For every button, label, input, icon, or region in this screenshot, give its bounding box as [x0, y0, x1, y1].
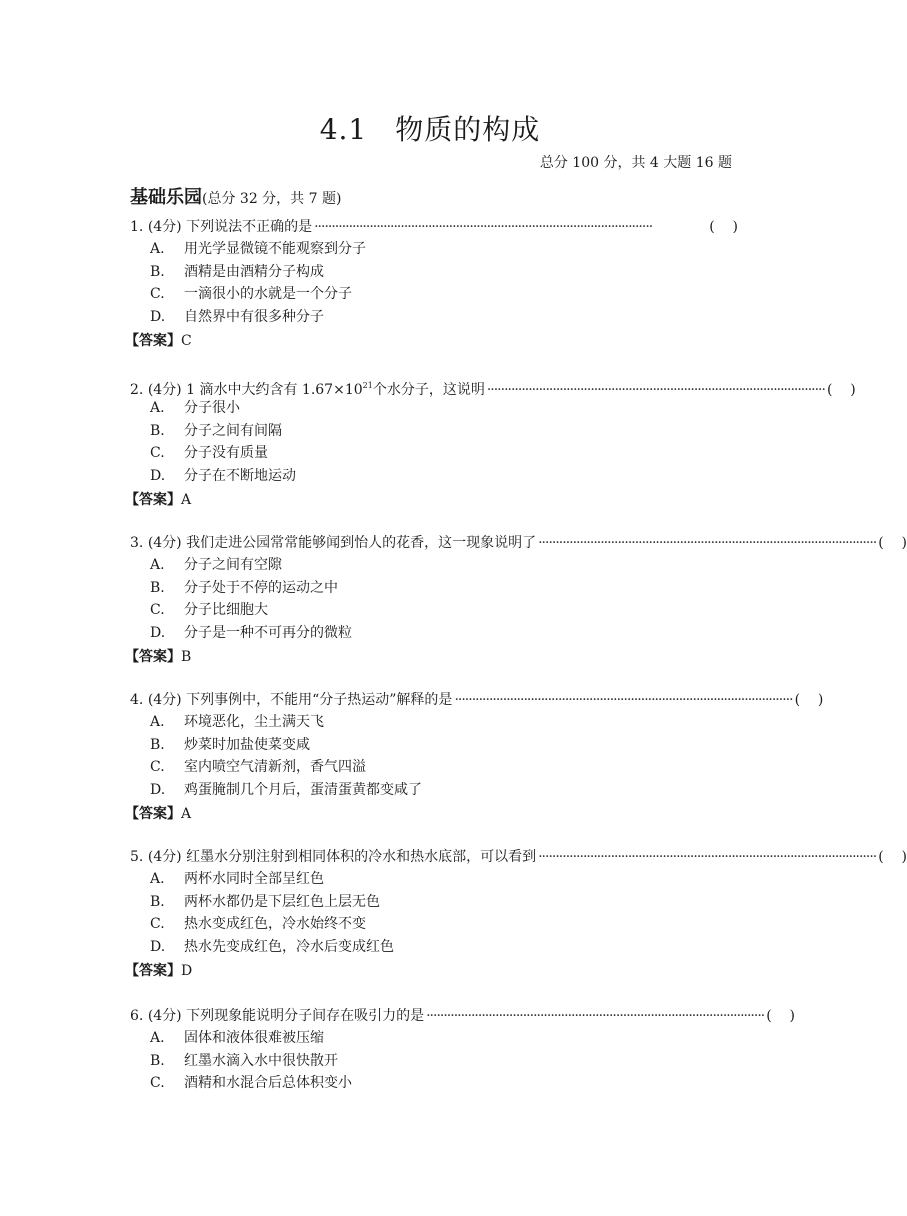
- option-c: C. 热水变成红色，冷水始终不变: [150, 916, 366, 932]
- option-b: B. 酒精是由酒精分子构成: [150, 263, 324, 280]
- option-c: C. 室内喷空气清新剂，香气四溢: [150, 759, 366, 775]
- option-a: A. 用光学显微镜不能观察到分子: [150, 241, 366, 257]
- answer-line: 【答案】A: [125, 806, 192, 822]
- answer-line: 【答案】C: [125, 333, 192, 349]
- option-c: C. 酒精和水混合后总体积变小: [150, 1075, 352, 1091]
- option-b: B. 炒菜时加盐使菜变咸: [150, 736, 310, 753]
- answer-bracket: ( ): [794, 692, 824, 708]
- option-d: D. 热水先变成红色，冷水后变成红色: [150, 938, 394, 955]
- question-stem: 3. (4分) 我们走进公园常常能够闻到怡人的花香，这一现象说明了: [130, 535, 537, 551]
- score-summary: 总分 100 分，共 4 大题 16 题: [539, 155, 732, 171]
- answer-bracket: ( ): [826, 382, 856, 398]
- option-c: C. 一滴很小的水就是一个分子: [150, 286, 352, 302]
- answer-value: B: [181, 649, 192, 665]
- section-info: (总分 32 分，共 7 题): [202, 191, 342, 207]
- answer-bracket: ( ): [766, 1008, 795, 1024]
- question-2: [125, 375, 856, 511]
- question-5: [125, 846, 907, 982]
- option-b: B. 分子处于不停的运动之中: [150, 579, 338, 596]
- question-stem: 6. (4分) 下列现象能说明分子间存在吸引力的是: [130, 1008, 425, 1024]
- option-a: A. 分子很小: [150, 400, 240, 416]
- option-d: D. 自然界中有很多种分子: [150, 308, 324, 325]
- question-3: [125, 532, 907, 668]
- answer-bracket: ( ): [878, 535, 907, 551]
- question-6: [130, 1005, 795, 1095]
- option-d: D. 分子是一种不可再分的微粒: [150, 624, 352, 641]
- question-stem: 5. (4分) 红墨水分别注射到相同体积的冷水和热水底部，可以看到: [130, 849, 537, 865]
- option-a: A. 环境恶化，尘土满天飞: [150, 714, 324, 730]
- section-heading: [130, 183, 341, 209]
- leader-dots: ··································································································: [454, 692, 793, 708]
- question-1: [125, 216, 738, 352]
- answer-value: A: [181, 806, 192, 822]
- option-b: B. 两杯水都仍是下层红色上层无色: [150, 893, 380, 910]
- answer-line: 【答案】D: [125, 963, 193, 979]
- answer-value: A: [181, 492, 192, 508]
- option-b: B. 红墨水滴入水中很快散开: [150, 1052, 338, 1069]
- leader-dots: ··································································································: [538, 849, 877, 865]
- answer-value: C: [181, 333, 192, 349]
- section-name: 基础乐园: [130, 187, 202, 208]
- page-title: [0, 108, 860, 148]
- option-a: A. 固体和液体很难被压缩: [150, 1030, 324, 1046]
- option-c: C. 分子没有质量: [150, 445, 268, 461]
- option-d: D. 鸡蛋腌制几个月后，蛋清蛋黄都变咸了: [150, 781, 422, 798]
- leader-dots: ··································································································: [538, 535, 877, 551]
- title-text: 物质的构成: [395, 113, 541, 146]
- option-a: A. 分子之间有空隙: [150, 557, 282, 573]
- question-stem: 1. (4分) 下列说法不正确的是: [130, 219, 313, 235]
- leader-dots: ··································································································: [486, 382, 825, 398]
- answer-line: 【答案】B: [125, 649, 192, 665]
- option-d: D. 分子在不断地运动: [150, 467, 296, 484]
- answer-value: D: [181, 963, 193, 979]
- title-number: 4.1: [319, 113, 368, 146]
- answer-bracket: ( ): [709, 219, 738, 235]
- answer-bracket: ( ): [878, 849, 907, 865]
- leader-dots: ··································································································: [314, 219, 653, 235]
- option-c: C. 分子比细胞大: [150, 602, 268, 618]
- leader-dots: ··································································································: [426, 1008, 765, 1024]
- answer-line: 【答案】A: [125, 492, 192, 508]
- option-a: A. 两杯水同时全部呈红色: [150, 871, 324, 887]
- question-stem: 2. (4分) 1 滴水中大约含有 $1.67\times 10^{21}$个水分子，这说明: [130, 381, 485, 398]
- option-b: B. 分子之间有间隔: [150, 422, 282, 439]
- question-stem: 4. (4分) 下列事例中，不能用“分子热运动”解释的是: [130, 692, 453, 708]
- question-4: [125, 689, 824, 825]
